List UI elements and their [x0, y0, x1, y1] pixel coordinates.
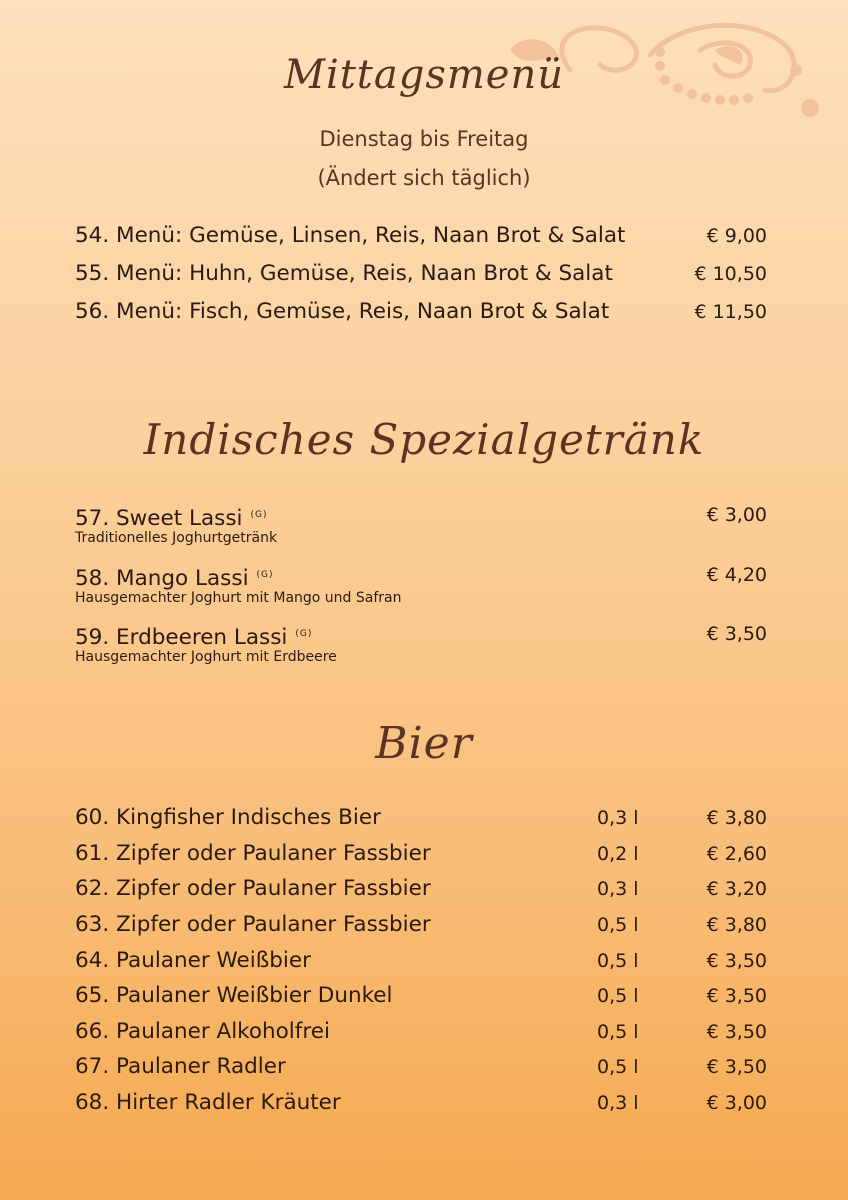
beer-item-volume: 0,5 l	[597, 1021, 639, 1043]
beer-item-price: € 3,80	[706, 807, 767, 829]
drink-item-price: € 3,00	[706, 504, 767, 526]
beer-item-volume: 0,5 l	[597, 914, 639, 936]
beer-item-price: € 3,20	[706, 878, 767, 900]
beer-item-volume: 0,3 l	[597, 878, 639, 900]
beer-item	[75, 909, 767, 941]
beer-item-volume: 0,5 l	[597, 950, 639, 972]
beer-item-price: € 3,50	[706, 985, 767, 1007]
lunch-item-name: 55. Menü: Huhn, Gemüse, Reis, Naan Brot & Salat	[75, 261, 613, 286]
drink-item	[75, 499, 767, 531]
drinks-section-title: Indisches Spezialgetränk	[143, 415, 705, 464]
beer-item	[75, 873, 767, 905]
lunch-section-title: Mittagsmenü	[283, 52, 564, 98]
beer-item-price: € 3,80	[706, 914, 767, 936]
beer-item-price: € 2,60	[706, 843, 767, 865]
lunch-note-subtitle: (Ändert sich täglich)	[317, 166, 531, 190]
beer-item-name: 61. Zipfer oder Paulaner Fassbier	[75, 841, 431, 866]
beer-item-price: € 3,50	[706, 1021, 767, 1043]
beer-item-volume: 0,5 l	[597, 1056, 639, 1078]
beer-item	[75, 838, 767, 870]
allergen-tag: (G)	[256, 570, 274, 580]
beer-item-name: 66. Paulaner Alkoholfrei	[75, 1019, 330, 1044]
beer-item	[75, 945, 767, 977]
beer-item	[75, 802, 767, 834]
beer-item-price: € 3,50	[706, 950, 767, 972]
beer-item-volume: 0,5 l	[597, 985, 639, 1007]
lunch-item-price: € 11,50	[694, 301, 767, 323]
beer-item-price: € 3,50	[706, 1056, 767, 1078]
beer-item-volume: 0,2 l	[597, 843, 639, 865]
beer-item-price: € 3,00	[706, 1092, 767, 1114]
beer-item-name: 63. Zipfer oder Paulaner Fassbier	[75, 912, 431, 937]
lunch-item	[75, 296, 767, 328]
lunch-item-price: € 9,00	[706, 225, 767, 247]
drink-item-price: € 4,20	[706, 564, 767, 586]
lunch-item-name: 56. Menü: Fisch, Gemüse, Reis, Naan Brot & Salat	[75, 299, 610, 324]
drink-item-title: 58. Mango Lassi	[75, 566, 249, 592]
beer-item-name: 65. Paulaner Weißbier Dunkel	[75, 983, 393, 1008]
drink-item-description: Hausgemachter Joghurt mit Erdbeere	[75, 649, 337, 665]
allergen-tag: (G)	[250, 510, 268, 520]
beer-item-name: 68. Hirter Radler Kräuter	[75, 1090, 341, 1115]
lunch-item	[75, 220, 767, 252]
drink-item	[75, 618, 767, 650]
beer-item	[75, 980, 767, 1012]
beer-item	[75, 1016, 767, 1048]
drink-item-description: Hausgemachter Joghurt mit Mango und Safran	[75, 590, 402, 606]
drink-item-description: Traditionelles Joghurtgetränk	[75, 530, 278, 546]
beer-item-volume: 0,3 l	[597, 807, 639, 829]
allergen-tag: (G)	[295, 629, 313, 639]
beer-item-name: 60. Kingfisher Indisches Bier	[75, 805, 381, 830]
drink-item	[75, 559, 767, 591]
beer-item-name: 67. Paulaner Radler	[75, 1054, 286, 1079]
beer-item	[75, 1087, 767, 1119]
lunch-days-subtitle: Dienstag bis Freitag	[319, 127, 529, 151]
drink-item-price: € 3,50	[706, 623, 767, 645]
drink-item-title: 57. Sweet Lassi	[75, 506, 243, 532]
beer-item-name: 64. Paulaner Weißbier	[75, 948, 311, 973]
beer-section-title: Bier	[375, 718, 473, 769]
beer-item-volume: 0,3 l	[597, 1092, 639, 1114]
lunch-item-price: € 10,50	[694, 263, 767, 285]
beer-item	[75, 1051, 767, 1083]
lunch-item-name: 54. Menü: Gemüse, Linsen, Reis, Naan Brot & Salat	[75, 223, 626, 248]
lunch-item	[75, 258, 767, 290]
beer-item-name: 62. Zipfer oder Paulaner Fassbier	[75, 876, 431, 901]
drink-item-title: 59. Erdbeeren Lassi	[75, 625, 288, 651]
